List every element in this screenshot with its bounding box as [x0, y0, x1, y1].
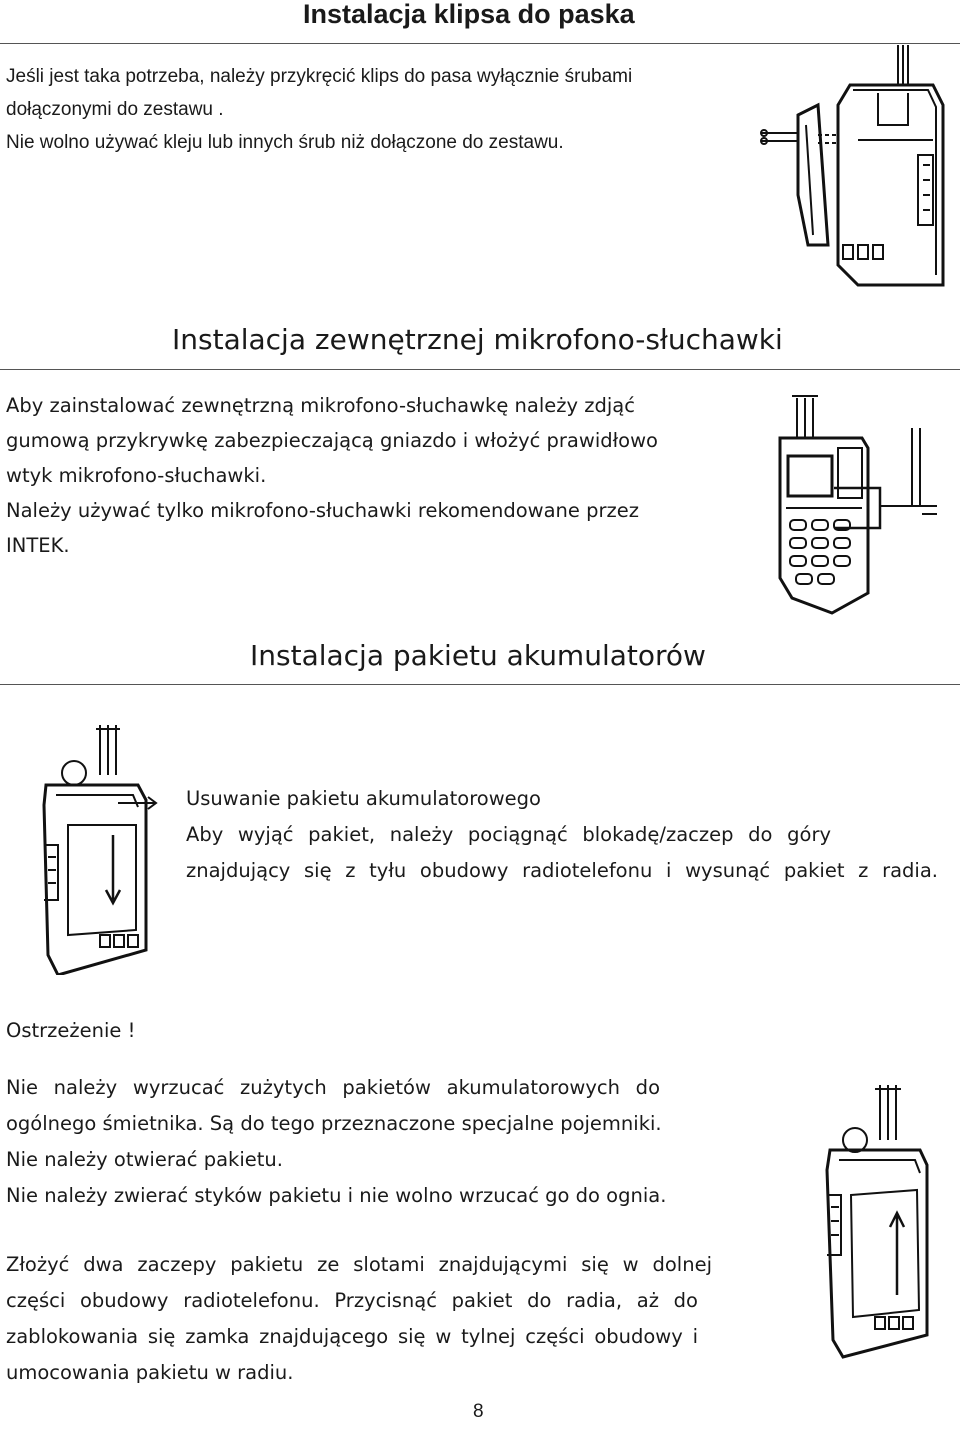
text-line: umocowania pakietu w radiu.: [6, 1361, 294, 1384]
text-line: Nie wolno używać kleju lub innych śrub niż dołączone do zestawu.: [6, 132, 564, 153]
text-line: zablokowania się zamka znajdującego się w tylnej części obudowy i: [6, 1325, 698, 1348]
section-title-headset: Instalacja zewnętrznej mikrofono-słuchawki: [172, 323, 783, 356]
belt-clip-text: [6, 60, 726, 159]
radio-headset-jack-illustration: [772, 388, 952, 618]
radio-battery-install-illustration: [815, 1085, 945, 1360]
battery-install-text: [6, 1247, 712, 1391]
text-line: Jeśli jest taka potrzeba, należy przykręcić klips do pasa wyłącznie śrubami: [6, 66, 633, 87]
text-line: Należy używać tylko mikrofono-słuchawki rekomendowane przez: [6, 499, 639, 522]
headset-text: [6, 388, 726, 563]
warning-text: [6, 1070, 706, 1214]
text-line: wtyk mikrofono-słuchawki.: [6, 464, 267, 487]
divider: [0, 43, 960, 44]
text-line: dołączonymi do zestawu .: [6, 99, 224, 120]
radio-belt-clip-illustration: [758, 45, 958, 295]
text-line: znajdujący się z tyłu obudowy radiotelefonu i wysunąć pakiet z radia.: [186, 859, 938, 882]
text-line: Aby zainstalować zewnętrzną mikrofono-słuchawkę należy zdjąć: [6, 394, 635, 417]
section-title-belt-clip: Instalacja klipsa do paska: [303, 0, 635, 29]
radio-battery-remove-illustration: [28, 725, 158, 975]
warning-title: Ostrzeżenie !: [6, 1019, 136, 1042]
text-line: Aby wyjąć pakiet, należy pociągnąć blokadę/zaczep do góry: [186, 823, 831, 846]
page-number: 8: [473, 1401, 484, 1422]
text-line: Nie należy otwierać pakietu.: [6, 1148, 283, 1171]
text-line: ogólnego śmietnika. Są do tego przeznaczone specjalne pojemniki.: [6, 1112, 662, 1135]
text-line: gumową przykrywkę zabezpieczającą gniazdo i włożyć prawidłowo: [6, 429, 658, 452]
divider: [0, 369, 960, 370]
battery-removal-text: [186, 781, 938, 889]
divider: [0, 684, 960, 685]
text-line: Nie należy zwierać styków pakietu i nie wolno wrzucać go do ognia.: [6, 1184, 667, 1207]
text-line: Nie należy wyrzucać zużytych pakietów akumulatorowych do: [6, 1076, 660, 1099]
text-line: Złożyć dwa zaczepy pakietu ze slotami znajdującymi się w dolnej: [6, 1253, 712, 1276]
section-title-battery: Instalacja pakietu akumulatorów: [250, 639, 706, 672]
text-line: Usuwanie pakietu akumulatorowego: [186, 787, 541, 810]
text-line: części obudowy radiotelefonu. Przycisnąć pakiet do radia, aż do: [6, 1289, 698, 1312]
text-line: INTEK.: [6, 534, 70, 557]
